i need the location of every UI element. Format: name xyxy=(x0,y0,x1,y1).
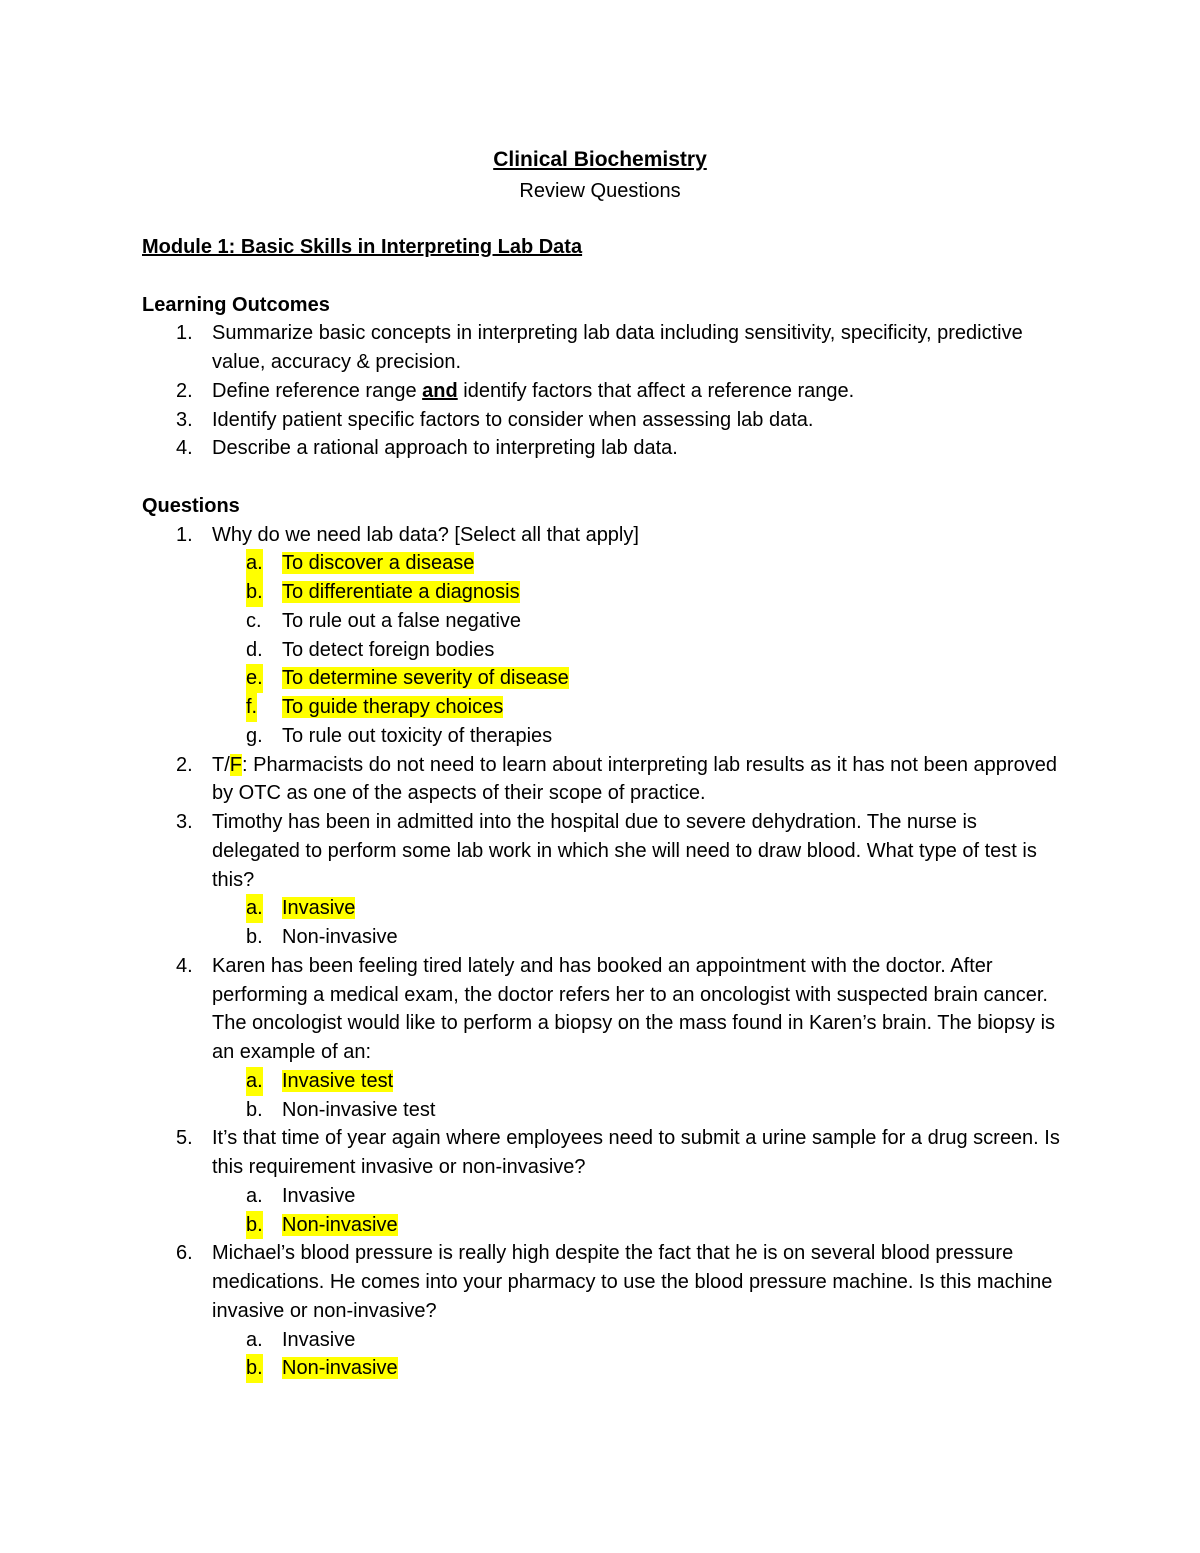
question-text: Why do we need lab data? [Select all that apply] xyxy=(212,523,639,546)
question-number: 5. xyxy=(176,1127,193,1150)
option-text: To rule out toxicity of therapies xyxy=(282,724,553,747)
outcome-text: Summarize basic concepts in interpreting lab data including sensitivity, specificity, predictive value, accuracy & precision. xyxy=(212,322,1023,373)
document-title: Clinical Biochemistry xyxy=(493,148,707,171)
outcome-item xyxy=(142,377,1062,406)
spacer xyxy=(142,463,1062,492)
answer-option xyxy=(142,664,1062,693)
answer-option xyxy=(142,1067,1062,1096)
questions-list xyxy=(142,521,1062,1384)
option-letter: b. xyxy=(246,926,263,948)
answer-option xyxy=(142,722,1062,751)
outcome-number: 3. xyxy=(176,408,193,431)
option-text: Invasive xyxy=(282,1184,356,1207)
question-item xyxy=(142,1124,1062,1239)
answer-option xyxy=(142,607,1062,636)
option-text: Non-invasive test xyxy=(282,1098,436,1121)
outcome-number: 4. xyxy=(176,437,193,460)
outcome-item xyxy=(142,319,1062,377)
option-text: Non-invasive xyxy=(282,926,398,948)
question-number: 6. xyxy=(176,1242,193,1265)
option-text: Non-invasive xyxy=(282,1357,398,1380)
question-item xyxy=(142,952,1062,1125)
question-number: 3. xyxy=(176,811,193,833)
option-text: To determine severity of disease xyxy=(282,667,569,690)
option-letter: b. xyxy=(246,578,263,607)
option-letter: a. xyxy=(246,1328,263,1351)
question-number: 2. xyxy=(176,753,193,776)
option-letter: a. xyxy=(246,1067,263,1096)
answer-option xyxy=(142,693,1062,722)
question-number: 4. xyxy=(176,954,193,977)
answer-option xyxy=(142,1354,1062,1383)
answer-options xyxy=(212,1326,1062,1384)
question-item xyxy=(142,521,1062,751)
answer-options xyxy=(212,1182,1062,1240)
option-text: To differentiate a diagnosis xyxy=(282,581,520,603)
outcome-number: 2. xyxy=(176,379,193,402)
option-letter: c. xyxy=(246,609,262,632)
option-text: Invasive test xyxy=(282,1069,394,1092)
module-heading: Module 1: Basic Skills in Interpreting Lab Data xyxy=(142,236,583,258)
option-text: Invasive xyxy=(282,897,356,920)
outcome-number: 1. xyxy=(176,322,193,345)
answer-options xyxy=(212,894,1062,952)
answer-option xyxy=(142,1182,1062,1211)
answer-option xyxy=(142,1326,1062,1355)
tf-true: T/ xyxy=(212,753,230,776)
answer-option xyxy=(142,1211,1062,1240)
option-letter: b. xyxy=(246,1354,263,1383)
answer-options xyxy=(212,549,1062,750)
option-letter: a. xyxy=(246,549,263,578)
question-number: 1. xyxy=(176,523,193,546)
outcome-text-pre: Define reference range xyxy=(212,379,423,402)
outcome-text xyxy=(212,380,854,402)
questions-heading: Questions xyxy=(142,494,240,517)
emphasis-and: and xyxy=(422,379,458,402)
question-statement: : Pharmacists do not need to learn about interpreting lab results as it has not been approved by OTC as one of the aspects of their scope of practice. xyxy=(212,753,1057,805)
option-letter: b. xyxy=(246,1211,263,1240)
question-text: It’s that time of year again where employees need to submit a urine sample for a drug screen. Is this requirement invasive or non-invasive? xyxy=(212,1127,1060,1178)
outcome-text-post: identify factors that affect a reference range. xyxy=(457,379,855,402)
option-letter: e. xyxy=(246,664,263,693)
option-text: Non-invasive xyxy=(282,1213,398,1236)
option-text: To detect foreign bodies xyxy=(282,638,495,661)
outcome-item xyxy=(142,434,1062,463)
answer-option xyxy=(142,923,1062,952)
learning-outcomes-list xyxy=(142,319,1062,463)
answer-option xyxy=(142,1096,1062,1125)
outcome-text: Describe a rational approach to interpreting lab data. xyxy=(212,437,678,460)
document-subtitle: Review Questions xyxy=(519,180,681,202)
tf-false-answer: F xyxy=(229,753,242,776)
option-text: To guide therapy choices xyxy=(282,696,504,718)
question-text: Karen has been feeling tired lately and has booked an appointment with the doctor. After performing a medical exam, the doctor refers her to an oncologist with suspected brain cancer. The oncologist would like to perform a biopsy on the mass found in Karen’s brain. The biopsy is an example of an: xyxy=(212,954,1056,1063)
option-letter: d. xyxy=(246,638,263,661)
option-text: To discover a disease xyxy=(282,552,475,575)
learning-outcomes-heading: Learning Outcomes xyxy=(142,293,330,316)
option-letter: b. xyxy=(246,1098,263,1121)
answer-option xyxy=(142,894,1062,923)
document-body xyxy=(142,233,1062,1383)
question-text: Timothy has been in admitted into the hospital due to severe dehydration. The nurse is delegated to perform some lab work in which she will need to draw blood. What type of test is this? xyxy=(212,811,1037,891)
option-letter: a. xyxy=(246,894,263,923)
answer-option xyxy=(142,578,1062,607)
spacer xyxy=(142,262,1062,291)
option-letter: a. xyxy=(246,1184,263,1207)
option-letter: f. xyxy=(246,693,257,722)
question-item xyxy=(142,1239,1062,1383)
answer-option xyxy=(142,549,1062,578)
question-item xyxy=(142,751,1062,809)
option-text: To rule out a false negative xyxy=(282,609,522,632)
outcome-item xyxy=(142,406,1062,435)
question-text xyxy=(212,754,1057,805)
question-item xyxy=(142,808,1062,952)
question-text: Michael’s blood pressure is really high despite the fact that he is on several blood pressure medications. He comes into your pharmacy to use the blood pressure machine. Is this machine invasive or non-invasive? xyxy=(212,1242,1053,1322)
option-letter: g. xyxy=(246,724,263,747)
answer-options xyxy=(212,1067,1062,1125)
outcome-text: Identify patient specific factors to consider when assessing lab data. xyxy=(212,408,814,431)
answer-option xyxy=(142,636,1062,665)
option-text: Invasive xyxy=(282,1328,356,1351)
